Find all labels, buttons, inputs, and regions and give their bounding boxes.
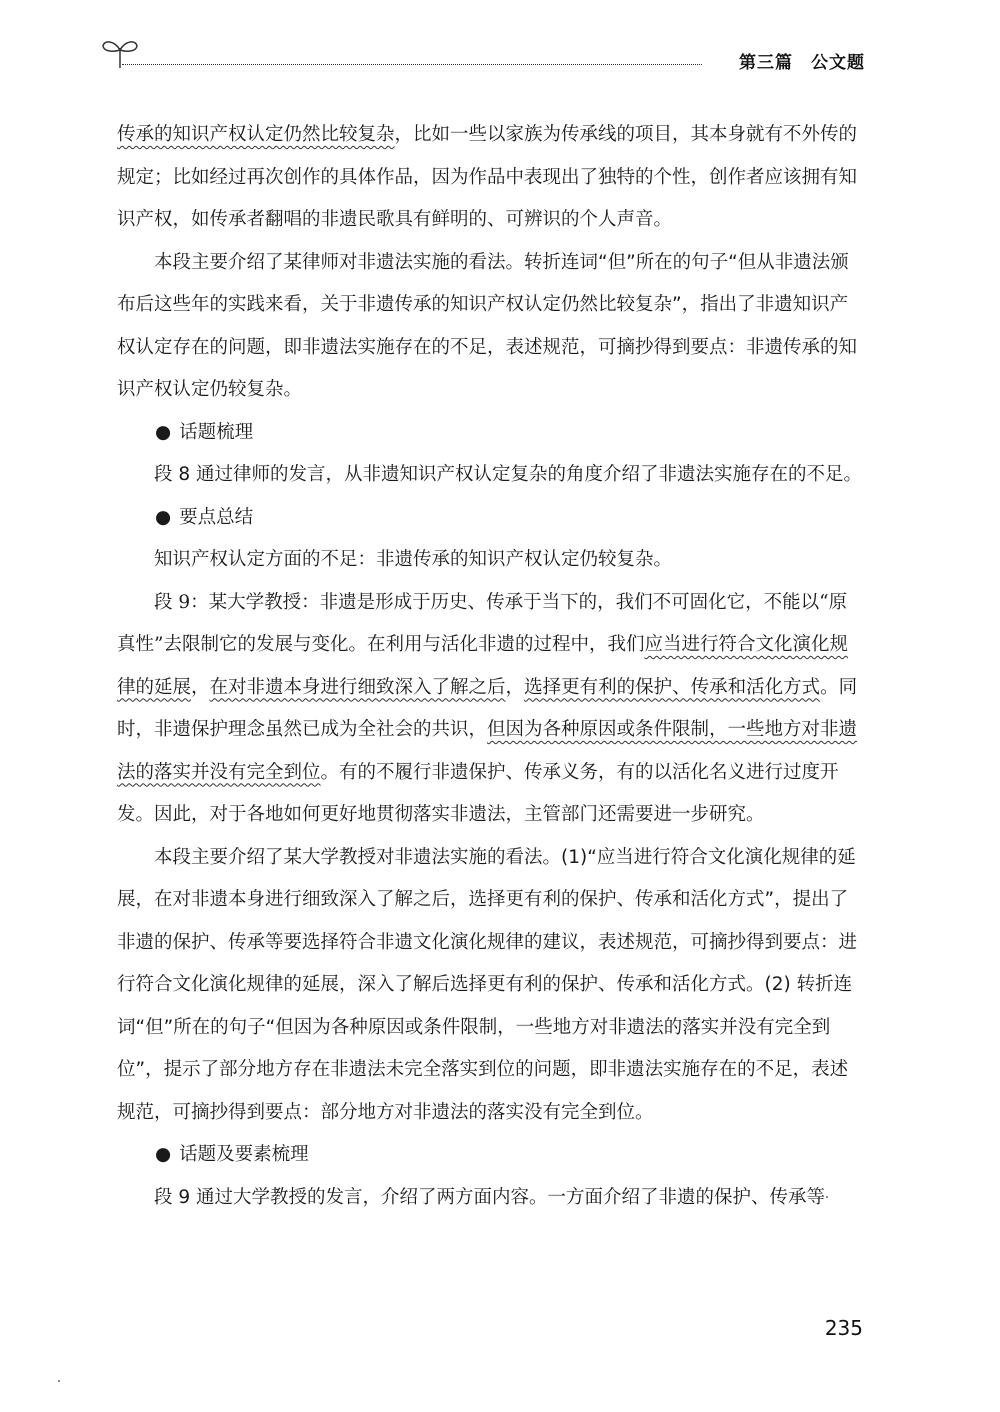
wavy-underlined-text: 但因为各种原因或条件限制，一些地方对非遗法的落实并没有完全到位 xyxy=(117,719,858,783)
bullet-heading-label: 话题及要素梳理 xyxy=(179,1144,309,1165)
paragraph-text: ， xyxy=(505,676,525,698)
paragraph-text: ，比如一些以家族为传承线的项目，其本身就有不外传的规定；比如经过再次创作的具体作品，因为作品中表现出了独特的个性，创作者应该拥有知识产权，如传承者翻唱的非遗民歌具有鲜明的、可辨识的个人声音。 xyxy=(117,124,858,230)
bullet-heading xyxy=(117,497,865,540)
bullet-heading xyxy=(117,412,865,455)
paragraph-text: 。有的不履行非遗保护、传承义务，有的以活化名义进行过度开发。因此，对于各地如何更好地贯彻落实非遗法，主管部门还需要进一步研究。 xyxy=(117,761,839,825)
summary-paragraph: 知识产权认定方面的不足：非遗传承的知识产权认定仍较复杂。 xyxy=(154,549,673,570)
wavy-underlined-text: 传承的知识产权认定仍然比较复杂 xyxy=(117,124,395,145)
summary-paragraph: 段 8 通过律师的发言，从非遗知识产权认定复杂的角度介绍了非遗法实施存在的不足。 xyxy=(154,464,863,485)
paragraph-text: 。同时，非遗保护理念虽然已成为全社会的共识， xyxy=(117,676,858,740)
page-content xyxy=(117,114,865,1219)
wavy-underlined-text: 应当进行符合文化演化规律的延展 xyxy=(117,634,848,698)
wavy-underlined-text: 在对非遗本身进行细致深入了解之后 xyxy=(209,676,506,698)
page-header xyxy=(100,34,865,74)
wavy-underlined-text: 选择更有利的保护、传承和活化方式 xyxy=(524,676,821,698)
source-paragraph xyxy=(117,582,865,837)
summary-paragraph: 段 9 通过大学教授的发言，介绍了两方面内容。一方面介绍了非遗的保护、传承等 xyxy=(154,1186,826,1208)
bullet-heading-label: 要点总结 xyxy=(179,506,254,528)
section-title: 第三篇 公文题 xyxy=(739,53,865,73)
analysis-paragraph: 本段主要介绍了某律师对非遗法实施的看法。转折连词“但”所在的句子“但从非遗法颁布后这些年的实践来看，关于非遗传承的知识产权认定仍然比较复杂”，指出了非遗知识产权认定存在的问题，即非遗法实施存在的不足，表述规范，可摘抄得到要点：非遗传承的知识产权认定仍较复杂。 xyxy=(117,251,858,400)
analysis-paragraph: 本段主要介绍了某大学教授对非遗法实施的看法。(1)“应当进行符合文化演化规律的延展，在对非遗本身进行细致深入了解之后，选择更有利的保护、传承和活化方式”，提出了非遗的保护、传承等要选择符合非遗文化演化规律的建议，表述规范，可摘抄得到要点：进行符合文化演化规律的延展，深入了解后选择更有利的保护、传承和活化方式。(2) 转折连词“但”所在的句子“但因为各种原因或条件限制，一些地方对非遗法的落实并没有完全到位”，提示了部分地方存在非遗法未完全落实到位的问题，即非遗法实施存在的不足，表述规范，可摘抄得到要点：部分地方对非遗法的落实没有完全到位。 xyxy=(117,846,858,1123)
header-rule xyxy=(122,64,702,65)
paragraph-text: ， xyxy=(191,676,210,698)
bullet-icon: ● xyxy=(155,1144,172,1165)
bullet-icon: ● xyxy=(155,506,172,528)
bullet-icon: ● xyxy=(155,421,172,443)
paragraph-text: 段 9：某大学教授：非遗是形成于历史、传承于当下的，我们不可固化它，不能以“原真性”去限制它的发展与变化。在利用与活化非遗的过程中，我们 xyxy=(117,591,848,655)
scan-speck xyxy=(58,1380,60,1382)
bullet-heading xyxy=(117,1134,865,1177)
page-number: 235 xyxy=(824,1316,863,1340)
scan-speck xyxy=(826,1196,828,1198)
paragraph-continued xyxy=(117,114,865,242)
bullet-heading-label: 话题梳理 xyxy=(179,421,254,443)
